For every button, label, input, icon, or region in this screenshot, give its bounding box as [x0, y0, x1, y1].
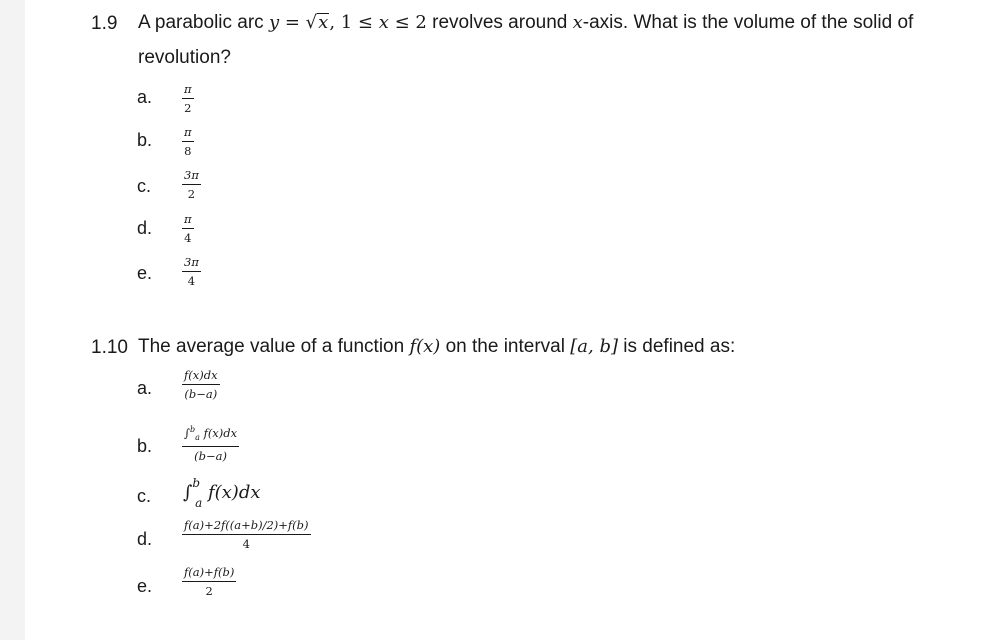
option-letter: d.	[137, 529, 153, 549]
math-range: , 1 ≤	[329, 12, 379, 33]
fraction-denominator: (b−a)	[184, 387, 218, 401]
option-letter: c.	[137, 486, 152, 506]
fraction-numerator: ∫$^b_a$ f(x)dx	[182, 423, 239, 447]
question-number: 1.10	[91, 337, 128, 358]
question-text-prefix: The average value of a function	[138, 336, 410, 357]
math-sqrt-x: x	[318, 12, 329, 33]
fraction-numerator: π	[182, 83, 194, 99]
math-x: x	[378, 12, 389, 33]
option-letter: a.	[137, 378, 153, 398]
option-fraction	[182, 369, 220, 401]
fraction-numerator: 3π	[182, 256, 201, 272]
question-text-suffix: -axis. What is the volume of the solid of	[582, 12, 914, 33]
integral-upper: b	[190, 425, 196, 434]
fraction-denominator: 2	[184, 101, 192, 115]
math-fx: f(x)	[409, 336, 441, 357]
option-letter: b.	[137, 130, 153, 150]
option-fraction	[182, 213, 194, 245]
question-text-prefix: A parabolic arc	[138, 12, 269, 33]
option-fraction	[182, 169, 201, 201]
fraction-numerator: π	[182, 213, 194, 229]
option-letter: c.	[137, 176, 152, 196]
fraction-numerator: f(a)+f(b)	[182, 566, 236, 582]
math-x-axis: x	[572, 12, 583, 33]
option-fraction	[182, 519, 311, 551]
fraction-numerator: f(x)dx	[182, 369, 220, 385]
fraction-denominator: (b−a)	[194, 449, 227, 464]
fraction-denominator: 2	[205, 584, 213, 598]
option-fraction	[182, 256, 201, 288]
math-upper: ≤ 2	[388, 12, 427, 33]
question-number: 1.9	[91, 13, 118, 34]
fraction-denominator: 2	[187, 187, 196, 201]
fraction-denominator: 4	[187, 274, 196, 288]
integrand: f(x)dx	[207, 482, 261, 503]
integral-lower: a	[195, 433, 200, 443]
math-equals: =	[279, 12, 306, 33]
option-letter: e.	[137, 576, 153, 596]
integral-lower: a	[195, 495, 203, 510]
document-page	[25, 0, 991, 640]
fraction-denominator: 8	[184, 144, 192, 158]
question-text	[138, 330, 735, 364]
integral-upper: b	[192, 476, 201, 490]
fraction-numerator: f(a)+2f((a+b)/2)+f(b)	[182, 519, 311, 535]
option-letter: b.	[137, 436, 153, 456]
question-text	[138, 6, 913, 40]
question-text-suffix: is defined as:	[618, 336, 736, 357]
math-interval: [a, b]	[570, 336, 618, 357]
option-fraction	[182, 126, 194, 158]
option-letter: a.	[137, 87, 153, 107]
fraction-numerator: 3π	[182, 169, 201, 185]
fraction-numerator: π	[182, 126, 194, 142]
fraction-denominator: 4	[242, 537, 250, 551]
option-letter: d.	[137, 218, 153, 238]
option-letter: e.	[137, 263, 153, 283]
math-y: y	[268, 12, 280, 33]
sqrt-symbol: √	[305, 12, 318, 33]
question-text-mid: on the interval	[440, 336, 571, 357]
question-text-line2: revolution?	[138, 47, 231, 68]
integral-expression: ∫$^b_a$ f(x)dx	[183, 476, 261, 510]
option-fraction	[182, 566, 236, 598]
question-text-mid: revolves around	[426, 12, 573, 33]
fraction-denominator: 4	[184, 231, 192, 245]
option-fraction	[182, 423, 239, 463]
integrand: f(x)dx	[203, 425, 238, 440]
option-fraction	[182, 83, 194, 115]
